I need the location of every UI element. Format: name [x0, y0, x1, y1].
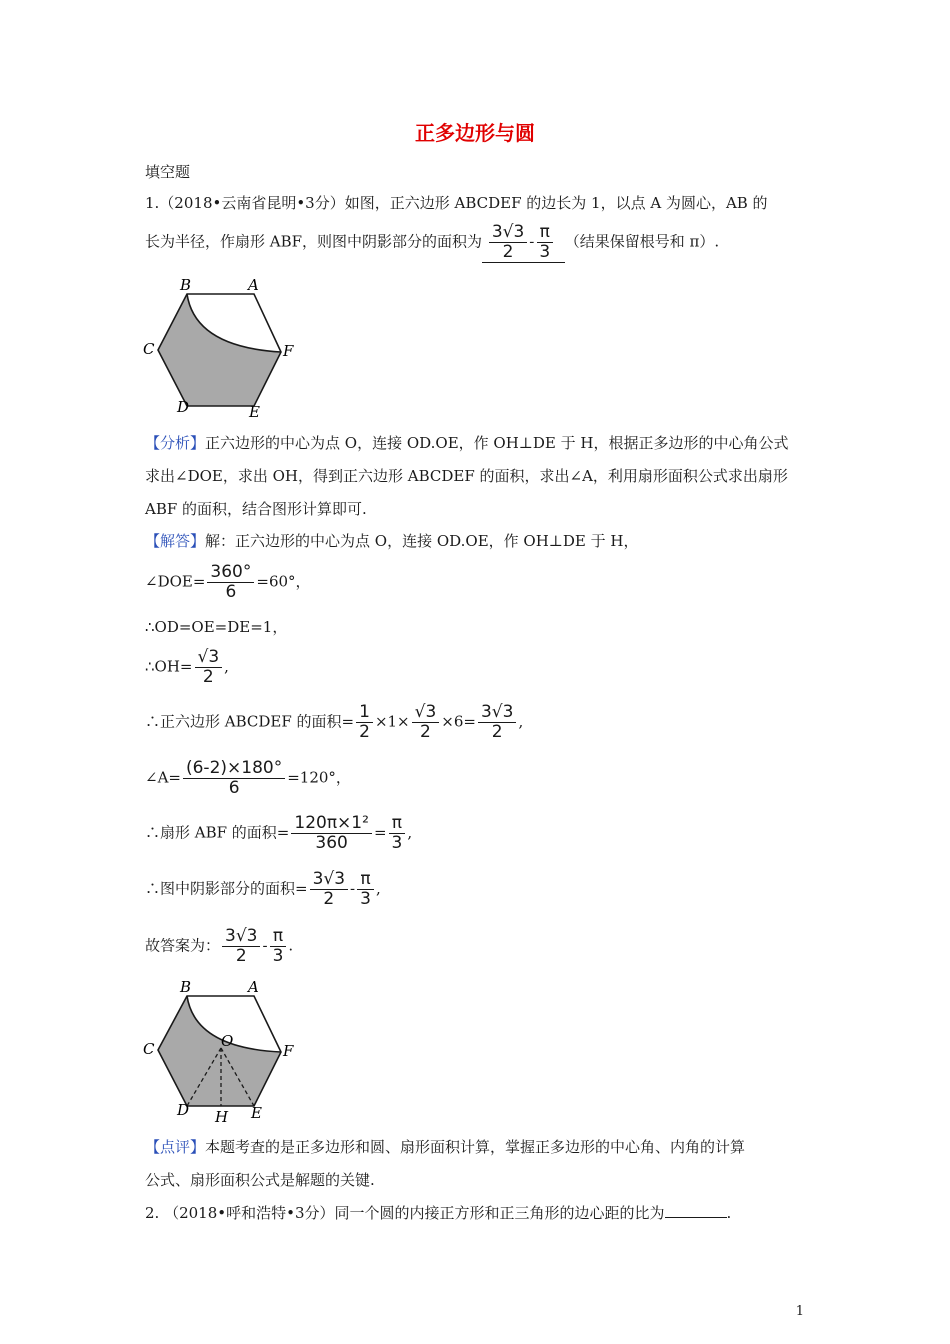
solution-angle-a: ∠A= $\frac{(6-2)\times 180^\circ}{6}$ =120°， [145, 758, 351, 798]
label-E: E [249, 403, 260, 421]
q2-answer-blank[interactable] [665, 1203, 727, 1218]
hexagon-figure-2 [135, 972, 310, 1128]
solution-sector-area: ∴扇形 ABF 的面积= $\frac{\text{120π×1²}}{360}$ = $\frac{\pi}{3}$ , [145, 813, 413, 853]
label-B: B [180, 276, 192, 294]
page-number: 1 [795, 1304, 804, 1319]
q1-answer-a: $\frac{3√3}{2}$ [489, 223, 527, 262]
label-F: F [283, 342, 294, 360]
q1-line2-post: （结果保留根号和 π）. [564, 232, 720, 251]
analysis-line1: 【分析】正六边形的中心为点 O，连接 OD.OE，作 OH⊥DE 于 H，根据正多边形的中心角公式 [145, 434, 789, 452]
label-D: D [177, 1101, 190, 1119]
label-C: C [143, 1040, 155, 1058]
label-C: C [143, 340, 155, 358]
analysis-tag: 【分析】 [145, 434, 206, 452]
solution-hex-area: ∴正六边形 ABCDEF 的面积= $\frac{1}{2}$ ×1× $\frac{√3}{2}$ ×6= $\frac{3√3}{2}$ , [145, 702, 524, 742]
label-A: A [248, 978, 259, 996]
label-D: D [177, 398, 190, 416]
page-title: 正多边形与圆 [415, 121, 535, 145]
solution-answer: 故答案为： $\frac{3√3}{2}$ - $\frac{\pi}{3}$ . [145, 926, 294, 966]
label-O: O [221, 1032, 234, 1050]
hexagon-figure-1 [135, 272, 305, 422]
comment-line1: 【点评】本题考查的是正多边形和圆、扇形面积计算，掌握正多边形的中心角、内角的计算 [145, 1138, 746, 1156]
comment-line2: 公式、扇形面积公式是解题的关键. [145, 1171, 375, 1189]
q1-answer-b: $\frac{\pi}{3}$ [536, 223, 553, 262]
label-F: F [283, 1042, 294, 1060]
section-heading: 填空题 [145, 163, 191, 181]
solution-od: ∴OD=OE=DE=1， [145, 618, 288, 636]
label-H: H [215, 1108, 229, 1126]
label-E: E [251, 1104, 262, 1122]
comment-tag: 【点评】 [145, 1138, 206, 1156]
solution-oh: ∴OH= $\frac{√3}{2}$ , [145, 647, 229, 687]
solution-line1: 【解答】解：正六边形的中心为点 O，连接 OD.OE，作 OH⊥DE 于 H， [145, 532, 639, 550]
q1-line1: 1.（2018•云南省昆明•3分）如图，正六边形 ABCDEF 的边长为 1，以点 A 为圆心，AB 的 [145, 194, 768, 212]
solution-doe: ∠DOE= $\frac{360^\circ}{6}$ =60°， [145, 562, 311, 602]
q1-line2-pre: 长为半径，作扇形 ABF，则图中阴影部分的面积为 [145, 232, 483, 251]
analysis-line3: ABF 的面积，结合图形计算即可. [145, 500, 367, 518]
solution-tag: 【解答】 [145, 532, 206, 550]
label-A: A [248, 276, 259, 294]
label-B: B [180, 978, 192, 996]
q2-line: 2. （2018•呼和浩特•3分）同一个圆的内接正方形和正三角形的边心距的比为 . [145, 1204, 732, 1222]
q1-line2: 长为半径，作扇形 ABF，则图中阴影部分的面积为 $\frac{3√3}{2}$ - $\frac{\pi}{3}$ （结果保留根号和 π）. [145, 222, 720, 262]
solution-shaded-area: ∴图中阴影部分的面积= $\frac{3√3}{2}$ - $\frac{\pi}{3}$ , [145, 869, 381, 909]
analysis-line2: 求出∠DOE，求出 OH，得到正六边形 ABCDEF 的面积，求出∠A，利用扇形面积公式求出扇形 [145, 467, 788, 485]
